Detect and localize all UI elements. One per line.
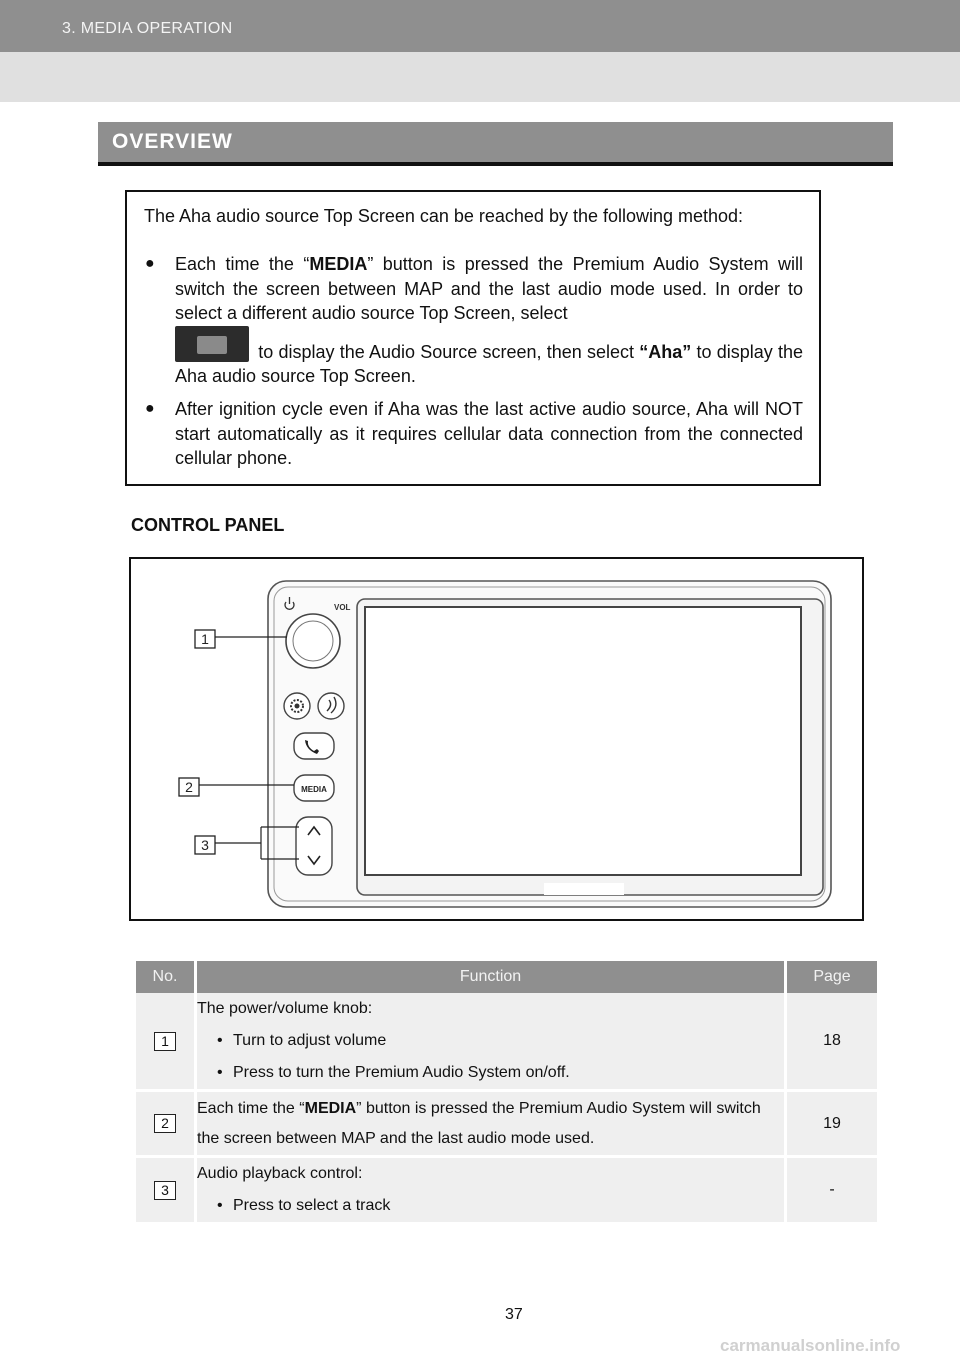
bullet1-after-icon: to display the Audio Source screen, then select xyxy=(258,341,634,362)
callout-2: 2 xyxy=(185,779,193,795)
watermark: carmanualsonline.info xyxy=(720,1336,901,1355)
bullet-dot-icon: ● xyxy=(145,255,155,272)
row-bullet: • Turn to adjust volume xyxy=(197,1025,784,1057)
callout-3: 3 xyxy=(201,837,209,853)
table-row xyxy=(136,1092,877,1158)
function-table xyxy=(136,961,877,1225)
chapter-header-bar xyxy=(0,0,960,52)
row-text-pre: Each time the “ xyxy=(197,1099,305,1117)
section-header-overview xyxy=(98,122,893,166)
overview-title: OVERVIEW xyxy=(112,130,233,153)
bullet1-pre: Each time the “ xyxy=(175,254,310,274)
display-screen xyxy=(365,607,801,875)
bullet1-end: to display the Aha audio source Top Screen. xyxy=(175,341,803,386)
row-number: 1 xyxy=(154,1032,176,1051)
bullet-dot-icon: ● xyxy=(145,400,155,417)
bullet1-media: MEDIA xyxy=(309,254,368,274)
header-page: Page xyxy=(787,961,877,993)
control-panel-diagram xyxy=(129,557,864,921)
vol-label: VOL xyxy=(334,603,351,612)
row-intro: Audio playback control: xyxy=(197,1165,363,1182)
header-no: No. xyxy=(136,961,197,993)
bullet1-post: ” button is pressed the Premium Audio System will switch the screen between MAP and the last audio mode used. In order to select a different audio source Top Screen, select xyxy=(175,254,803,323)
info-box xyxy=(125,190,821,486)
row-intro: The power/volume knob: xyxy=(197,1000,373,1017)
bullet1-aha: “Aha” xyxy=(639,341,692,362)
info-intro: The Aha audio source Top Screen can be reached by the following method: xyxy=(144,206,744,226)
table-row xyxy=(136,993,877,1092)
row-number: 2 xyxy=(154,1114,176,1133)
media-button-label: MEDIA xyxy=(301,785,327,794)
bullet2-text: After ignition cycle even if Aha was the last active audio source, Aha will NOT start automatically as it requires cellular data connection from the connected cellular phone. xyxy=(175,399,803,468)
row-page: 18 xyxy=(823,1032,841,1049)
page-number: 37 xyxy=(505,1306,523,1323)
row-page: 19 xyxy=(823,1114,841,1132)
row-text-bold: MEDIA xyxy=(304,1099,357,1117)
callout-1: 1 xyxy=(201,631,209,647)
phone-button[interactable] xyxy=(294,733,334,759)
audio-source-icon xyxy=(175,326,249,362)
header-subbar xyxy=(0,52,960,102)
row-bullet: • Press to turn the Premium Audio System on/off. xyxy=(197,1057,784,1089)
row-number: 3 xyxy=(154,1181,176,1200)
row-bullet: • Press to select a track xyxy=(197,1190,784,1222)
header-function: Function xyxy=(197,961,787,993)
row-page: - xyxy=(829,1181,835,1198)
row-text-post: ” button is pressed the Premium Audio System will switch the screen between MAP and the last audio mode used. xyxy=(197,1099,761,1147)
chapter-title: 3. MEDIA OPERATION xyxy=(62,20,233,37)
info-bullet-2 xyxy=(145,397,803,471)
info-bullet-1 xyxy=(145,252,803,389)
table-row xyxy=(136,1158,877,1225)
control-panel-title: CONTROL PANEL xyxy=(131,515,285,535)
